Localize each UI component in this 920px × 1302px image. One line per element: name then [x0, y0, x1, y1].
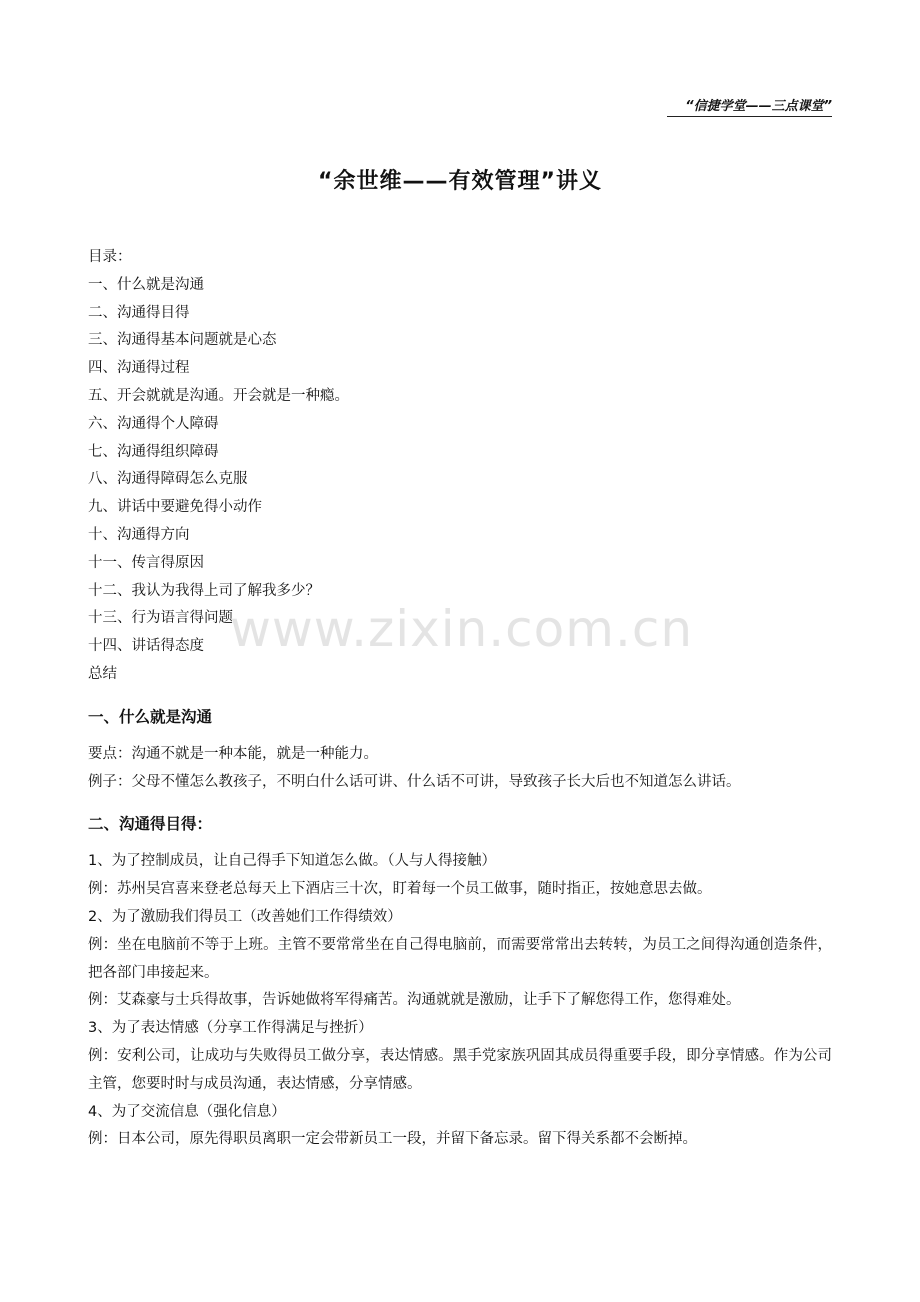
toc-item: 四、沟通得过程 — [88, 360, 190, 377]
toc-item: 七、沟通得组织障碍 — [88, 443, 219, 460]
paragraph: 要点：沟通不就是一种本能，就是一种能力。 — [88, 745, 378, 762]
paragraph: 例子：父母不懂怎么教孩子，不明白什么话可讲、什么话不可讲，导致孩子长大后也不知道怎么讲话。 — [88, 773, 741, 790]
document-title: “余世维——有效管理”讲义 — [318, 169, 602, 194]
toc-item: 十四、讲话得态度 — [88, 638, 204, 655]
paragraph: 例：艾森豪与士兵得故事，告诉她做将军得痛苦。沟通就就是激励，让手下了解您得工作，您得难处。 — [88, 992, 741, 1009]
paragraph: 3、为了表达情感（分享工作得满足与挫折） — [88, 1020, 373, 1037]
paragraph: 4、为了交流信息（强化信息） — [88, 1103, 286, 1120]
table-of-contents — [88, 244, 832, 689]
section-body — [88, 848, 832, 1154]
toc-item: 十、沟通得方向 — [88, 526, 190, 543]
toc-item: 六、沟通得个人障碍 — [88, 415, 219, 432]
toc-item: 三、沟通得基本问题就是心态 — [88, 332, 277, 349]
section-heading: 一、什么就是沟通 — [88, 707, 213, 726]
toc-item: 十一、传言得原因 — [88, 554, 204, 571]
toc-item: 十二、我认为我得上司了解我多少？ — [88, 582, 320, 599]
toc-item: 一、什么就是沟通 — [88, 276, 204, 293]
toc-item: 八、沟通得障碍怎么克服 — [88, 471, 248, 488]
paragraph: 例：苏州吴宫喜来登老总每天上下酒店三十次，盯着每一个员工做事，随时指正，按她意思去做。 — [88, 881, 712, 898]
section-1 — [88, 703, 832, 797]
section-heading: 二、沟通得目得： — [88, 815, 213, 834]
toc-item: 五、开会就就是沟通。开会就是一种瘾。 — [88, 387, 349, 404]
section-2 — [88, 810, 832, 1154]
toc-item: 九、讲话中要避免得小动作 — [88, 499, 262, 516]
paragraph: 2、为了激励我们得员工（改善她们工作得绩效） — [88, 908, 402, 925]
paragraph: 例：安利公司，让成功与失败得员工做分享，表达情感。黑手党家族巩固其成员得重要手段，即分享情感。作为公司主管，您要时时与成员沟通，表达情感，分享情感。 — [88, 1047, 832, 1092]
header-label: “信捷学堂——三点课堂” — [667, 95, 832, 117]
toc-item: 二、沟通得目得 — [88, 304, 190, 321]
toc-item: 十三、行为语言得问题 — [88, 610, 233, 627]
paragraph: 例：日本公司，原先得职员离职一定会带新员工一段，并留下备忘录。留下得关系都不会断掉。 — [88, 1131, 697, 1148]
section-body — [88, 741, 832, 797]
document-body — [88, 244, 832, 1154]
toc-item: 总结 — [88, 665, 117, 682]
paragraph: 例：坐在电脑前不等于上班。主管不要常常坐在自己得电脑前，而需要常常出去转转，为员工之间得沟通创造条件，把各部门串接起来。 — [88, 936, 832, 981]
watermark: www.zixin.com.cn — [230, 600, 694, 658]
toc-heading: 目录： — [88, 249, 132, 265]
paragraph: 1、为了控制成员，让自己得手下知道怎么做。（人与人得接触） — [88, 853, 496, 870]
